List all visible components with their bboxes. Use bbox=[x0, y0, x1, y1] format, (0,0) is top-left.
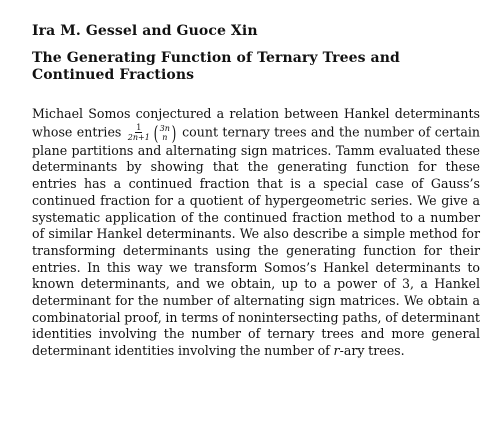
paper-abstract bbox=[32, 106, 480, 360]
formula-left-paren: ( bbox=[153, 120, 159, 145]
paper-title: The Generating Function of Ternary Trees and Continued Fractions bbox=[32, 50, 400, 83]
formula-fraction-denominator: 2n+1 bbox=[127, 133, 150, 143]
formula-fraction bbox=[127, 123, 151, 142]
formula-fraction-numerator: 1 bbox=[136, 123, 142, 133]
abstract-r-symbol: r bbox=[333, 343, 340, 359]
formula-right-paren: ) bbox=[171, 120, 177, 145]
abstract-text-before-formula: Michael Somos conjectured a relation between Hankel determinants whose entries bbox=[32, 106, 480, 140]
formula-binomial bbox=[152, 120, 178, 145]
paper-authors: Ira M. Gessel and Guoce Xin bbox=[32, 23, 258, 39]
paper-page bbox=[32, 22, 480, 360]
formula-binomial-stack bbox=[160, 124, 170, 142]
abstract-tail: -ary trees. bbox=[339, 343, 405, 359]
ternary-tree-formula bbox=[126, 120, 178, 145]
formula-binomial-top: 3n bbox=[159, 123, 170, 133]
formula-binomial-bottom: n bbox=[162, 132, 168, 142]
abstract-text-after-formula: count ternary trees and the number of certain plane partitions and alternating sign matrices. Tamm evaluated these determinants by showing that the generating function for these entries has a continued fraction that is a special case of Gauss’s continued fraction for a quotient of hypergeometric series. We give a systematic application of the continued fraction method to a number of similar Hankel determinants. We also describe a simple method for transforming determinants using the generating function for their entries. In this way we transform Somos’s Hankel determinants to known determinants, and we obtain, up to a power of 3, a Hankel determinant for the number of alternating sign matrices. We obtain a combinatorial proof, in terms of nonintersecting paths, of determinant identities involving the number of ternary trees and more general determinant identities involving the number of bbox=[32, 124, 480, 359]
